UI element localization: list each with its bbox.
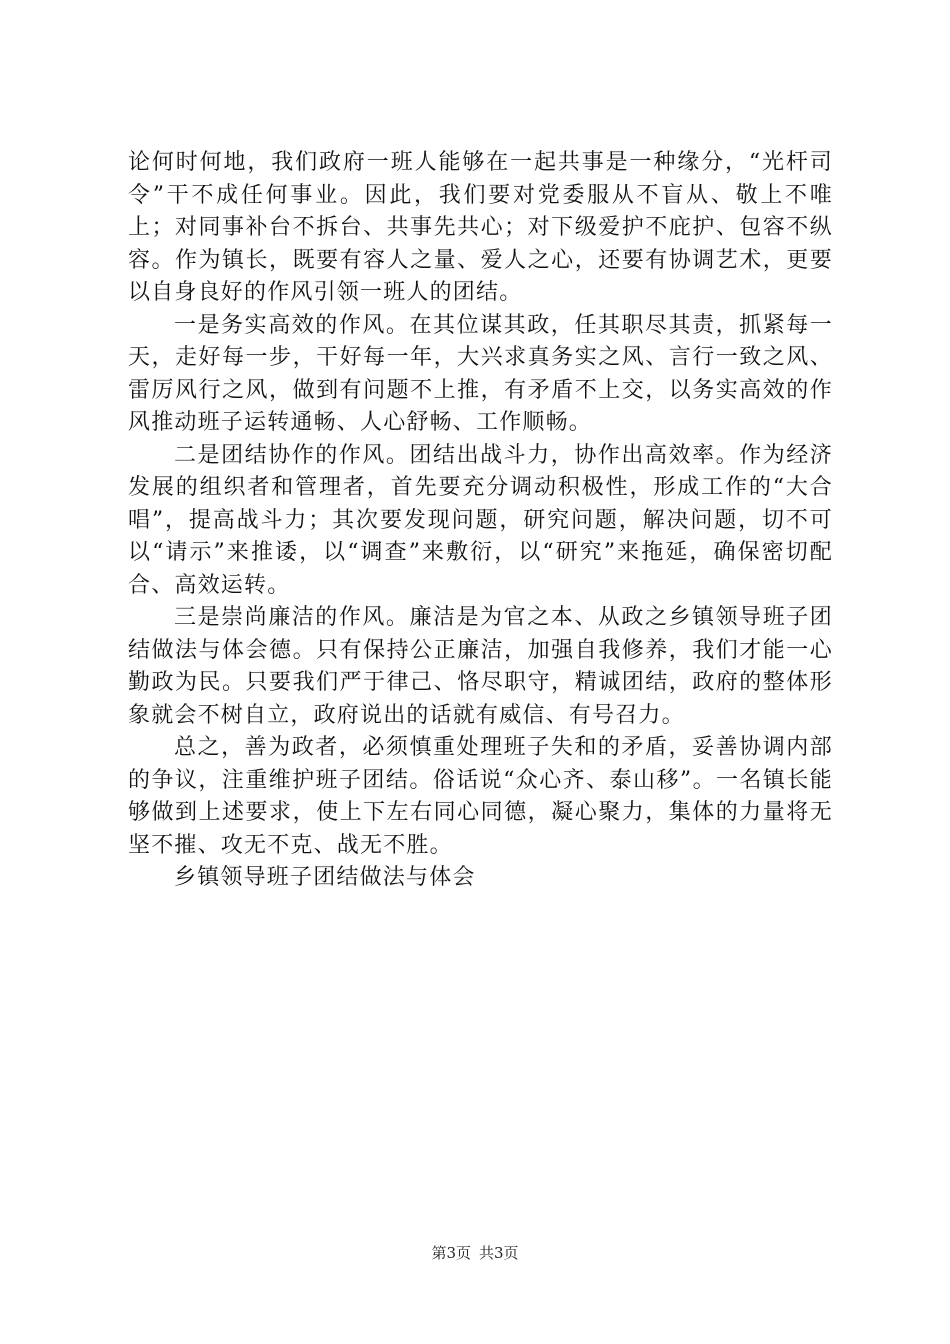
paragraph-third-point: 三是崇尚廉洁的作风。廉洁是为官之本、从政之乡镇领导班子团结做法与体会德。只有保持公正廉洁，加强自我修养，我们才能一心勤政为民。只要我们严于律己、恪尽职守，精诚团结，政府的整体形象就会不树自立，政府说出的话就有威信、有号召力。: [128, 605, 833, 728]
page-number-total: 共3页: [479, 1244, 519, 1262]
paragraph-conclusion: 总之，善为政者，必须慎重处理班子失和的矛盾，妥善协调内部的争议，注重维护班子团结。俗话说“众心齐、泰山移”。一名镇长能够做到上述要求，使上下左右同心同德，凝心聚力，集体的力量将无坚不摧、攻无不克、战无不胜。: [128, 735, 833, 858]
page-number-current: 第3页: [431, 1244, 471, 1262]
page-footer: [0, 1243, 950, 1263]
document-title-footer-line: 乡镇领导班子团结做法与体会: [174, 865, 476, 890]
paragraph-first-point: 一是务实高效的作风。在其位谋其政，任其职尽其责，抓紧每一天，走好每一步，干好每一年，大兴求真务实之风、言行一致之风、雷厉风行之风，做到有问题不上推，有矛盾不上交，以务实高效的作风推动班子运转通畅、人心舒畅、工作顺畅。: [128, 312, 833, 435]
paragraph-second-point: 二是团结协作的作风。团结出战斗力，协作出高效率。作为经济发展的组织者和管理者，首先要充分调动积极性，形成工作的“大合唱”，提高战斗力；其次要发现问题，研究问题，解决问题，切不可以“请示”来推诿，以“调查”来敷衍，以“研究”来拖延，确保密切配合、高效运转。: [128, 442, 833, 598]
paragraph-continuation: 论何时何地，我们政府一班人能够在一起共事是一种缘分，“光杆司令”干不成任何事业。因此，我们要对党委服从不盲从、敬上不唯上；对同事补台不拆台、共事先共心；对下级爱护不庇护、包容不纵容。作为镇长，既要有容人之量、爱人之心，还要有协调艺术，更要以自身良好的作风引领一班人的团结。: [128, 150, 833, 305]
document-body: [128, 147, 833, 895]
